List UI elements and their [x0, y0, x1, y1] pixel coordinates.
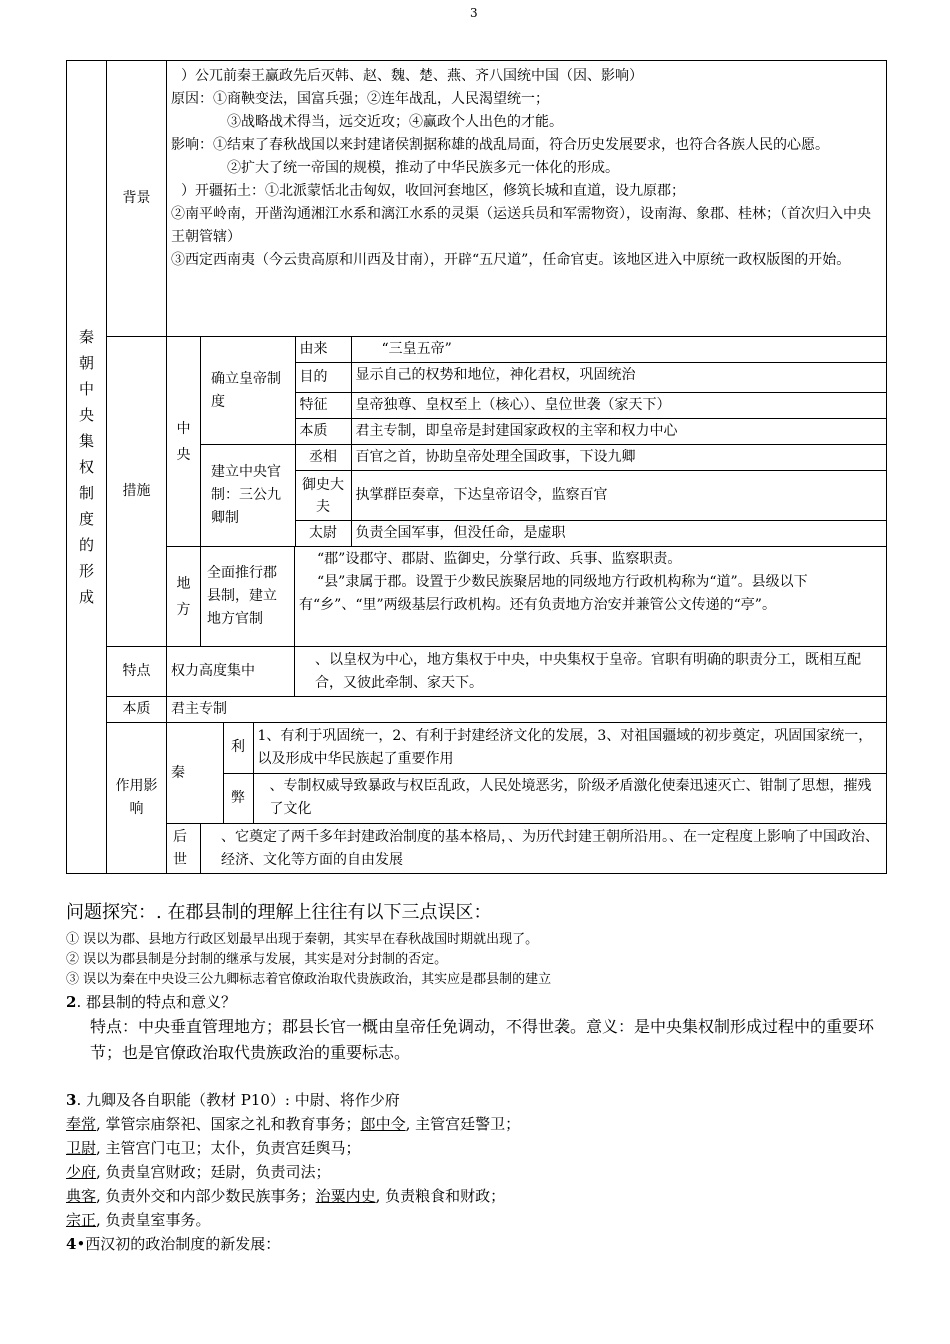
features-label: 特点	[107, 647, 167, 697]
minister-duty: , 掌管宗庙祭祀、国家之礼和教育事务；	[96, 1115, 361, 1133]
q2-heading	[66, 990, 886, 1014]
impact-qin	[167, 723, 887, 824]
essence-value: 君主专制	[167, 697, 887, 723]
q4-number: 4	[66, 1235, 77, 1253]
later-text: 、它奠定了两千多年封建政治制度的基本格局，、为历代封建王朝所沿用。、在一定程度上影响了中国政治、经济、文化等方面的自由发展	[201, 824, 887, 874]
minister-duty: , 主管宫廷警卫；	[405, 1115, 521, 1133]
background-content	[167, 61, 887, 337]
emperor-key: 由来	[295, 337, 351, 363]
official-value: 百官之首，协助皇帝处理全国政事，下设九卿	[351, 445, 886, 471]
minister-duty: , 负责外交和内部少数民族事务；	[96, 1187, 316, 1205]
emperor-key: 目的	[295, 363, 351, 393]
local-content	[295, 547, 887, 647]
background-line: ）开疆拓土：①北派蒙恬北击匈奴，收回河套地区，修筑长城和直道，设九原郡；	[181, 183, 685, 199]
emperor-value: 显示自己的权势和地位，神化君权，巩固统治	[351, 363, 886, 393]
local-line: “县”隶属于郡。设置于少数民族聚居地的同级地方行政机构称为“道”。县级以下有“乡”、“里”两级基层行政机构。还有负责地方治安并兼管公文传递的“亭”。	[299, 574, 808, 613]
qin-system-table	[66, 60, 887, 874]
minister-name: 宗正	[66, 1211, 97, 1229]
left-title-char: 度	[78, 510, 94, 528]
left-title-char: 制	[78, 484, 94, 502]
impact-label: 作用影响	[107, 723, 167, 874]
emperor-value: 皇帝独尊、皇权至上（核心）、皇位世袭（家天下）	[351, 393, 886, 419]
left-title-char: 中	[78, 380, 94, 398]
page-number: 3	[470, 6, 478, 20]
background-label: 背景	[107, 61, 167, 337]
misconception-item: ① 误以为郡、县地方行政区划最早出现于秦朝，其实早在春秋战国时期就出现了。	[66, 932, 539, 947]
benefit-label: 利	[223, 723, 253, 773]
minister-duty: , 主管宫门屯卫；太仆，负责宫廷舆马；	[96, 1139, 361, 1157]
official-key: 丞相	[295, 445, 351, 471]
harm-text: 、专制权威导致暴政与权臣乱政，人民处境恶劣，阶级矛盾激化使秦迅速灭亡、钳制了思想，摧残了文化	[253, 773, 886, 823]
minister-name: 奉常	[66, 1115, 97, 1133]
benefit-text: 1、有利于巩固统一，2、有利于封建经济文化的发展，3、对祖国疆域的初步奠定，巩固国家统一，以及形成中华民族起了重要作用	[253, 723, 886, 773]
minister-duty: , 负责皇宫财政；廷尉，负责司法；	[96, 1163, 331, 1181]
minister-name: 治粟内史	[315, 1187, 376, 1205]
background-line: 影响：①结束了春秋战国以来封建诸侯割据称雄的战乱局面，符合历史发展要求，也符合各族人民的心愿。	[171, 137, 829, 153]
emperor-value: “三皇五帝”	[351, 337, 886, 363]
left-title-char: 央	[78, 406, 94, 424]
official-value: 负责全国军事，但没任命，是虚职	[351, 521, 886, 547]
minister-line	[66, 1160, 886, 1184]
inquiry-title: 问题探究：. 在郡县制的理解上往往有以下三点误区：	[66, 902, 492, 923]
official-system	[201, 445, 887, 547]
left-title-char: 权	[78, 458, 94, 476]
official-key: 御史大夫	[295, 471, 351, 521]
minister-duty: , 负责粮食和财政；	[375, 1187, 506, 1205]
minister-line	[66, 1112, 886, 1136]
minister-line	[66, 1136, 886, 1160]
nine-ministers-list	[66, 1112, 886, 1232]
essence-label: 本质	[107, 697, 167, 723]
q4-title: •西汉初的政治制度的新发展：	[76, 1235, 281, 1253]
left-title-char: 朝	[78, 354, 94, 372]
minister-name: 郎中令	[360, 1115, 406, 1133]
q3-heading	[66, 1088, 886, 1112]
background-line: ②南平岭南，开凿沟通湘江水系和漓江水系的灵渠（运送兵员和军需物资），设南海、象郡、桂林；（首次归入中央王朝管辖）	[171, 206, 871, 245]
left-title-char: 秦	[78, 328, 94, 346]
minister-line	[66, 1208, 886, 1232]
background-line: ③西定西南夷（今云贵高原和川西及甘南），开辟“五尺道”，任命官吏。该地区进入中原统一政权版图的开始。	[171, 252, 851, 268]
minister-duty: , 负责皇室事务。	[96, 1211, 211, 1229]
features-key: 权力高度集中	[167, 647, 295, 697]
minister-name: 典客	[66, 1187, 97, 1205]
misconception-item: ② 误以为郡县制是分封制的继承与发展，其实是对分封制的否定。	[66, 952, 448, 967]
emperor-system-label: 确立皇帝制度	[201, 337, 295, 444]
minister-name: 卫尉	[66, 1139, 97, 1157]
emperor-value: 君主专制，即皇帝是封建国家政权的主宰和权力中心	[351, 419, 886, 445]
emperor-key: 特征	[295, 393, 351, 419]
minister-name: 少府	[66, 1163, 97, 1181]
q4-heading	[66, 1232, 886, 1256]
background-line: 原因：①商鞅变法，国富兵强；②连年战乱，人民渴望统一；	[171, 91, 549, 107]
emperor-system	[201, 337, 887, 445]
left-title-char: 的	[78, 536, 94, 554]
q2-answer: 特点：中央垂直管理地方；郡县长官一概由皇帝任免调动，不得世袭。意义：是中央集权制形成过程中的重要环节；也是官僚政治取代贵族政治的重要标志。	[90, 1017, 875, 1062]
background-line: ）公兀前秦王赢政先后灭韩、赵、魏、楚、燕、齐八国统中国（因、影响）	[181, 68, 643, 84]
left-title-char: 形	[78, 562, 94, 580]
inquiry-section	[66, 900, 886, 1256]
q2-title: . 郡县制的特点和意义？	[76, 993, 236, 1011]
left-title	[67, 61, 107, 874]
features-value: 、以皇权为中心，地方集权于中央，中央集权于皇帝。官职有明确的职责分工，既相互配合，又彼此牵制、家天下。	[295, 647, 887, 697]
q2-number: 2	[66, 993, 77, 1011]
official-value: 执掌群臣奏章，下达皇帝诏令，监察百官	[351, 471, 886, 521]
q3-title: . 九卿及各自职能（教材 P10）: 中尉、将作少府	[76, 1091, 400, 1109]
q3-number: 3	[66, 1091, 77, 1109]
left-title-char: 集	[78, 432, 94, 450]
background-line: ③战略战术得当，远交近攻；④赢政个人出色的才能。	[227, 114, 563, 130]
later-label: 后世	[167, 824, 201, 874]
minister-line	[66, 1184, 886, 1208]
official-key: 太尉	[309, 525, 337, 541]
left-title-char: 成	[78, 588, 94, 606]
background-line: ②扩大了统一帝国的规模，推动了中华民族多元一体化的形成。	[227, 160, 619, 176]
measures-label: 措施	[107, 337, 167, 647]
emperor-key: 本质	[299, 423, 328, 439]
local-line: “郡”设郡守、郡尉、监御史，分掌行政、兵事、监察职责。	[317, 551, 682, 567]
local-sublabel: 全面推行郡县制，建立地方官制	[201, 547, 295, 647]
qin-label: 秦	[167, 723, 223, 823]
local-label: 地方	[167, 547, 201, 647]
central-label: 中央	[167, 337, 201, 547]
harm-label: 弊	[231, 789, 245, 806]
misconception-item: ③ 误以为秦在中央设三公九卿标志着官僚政治取代贵族政治，其实应是郡县制的建立	[66, 972, 552, 987]
official-system-label: 建立中央官制：三公九卿制	[201, 445, 295, 546]
